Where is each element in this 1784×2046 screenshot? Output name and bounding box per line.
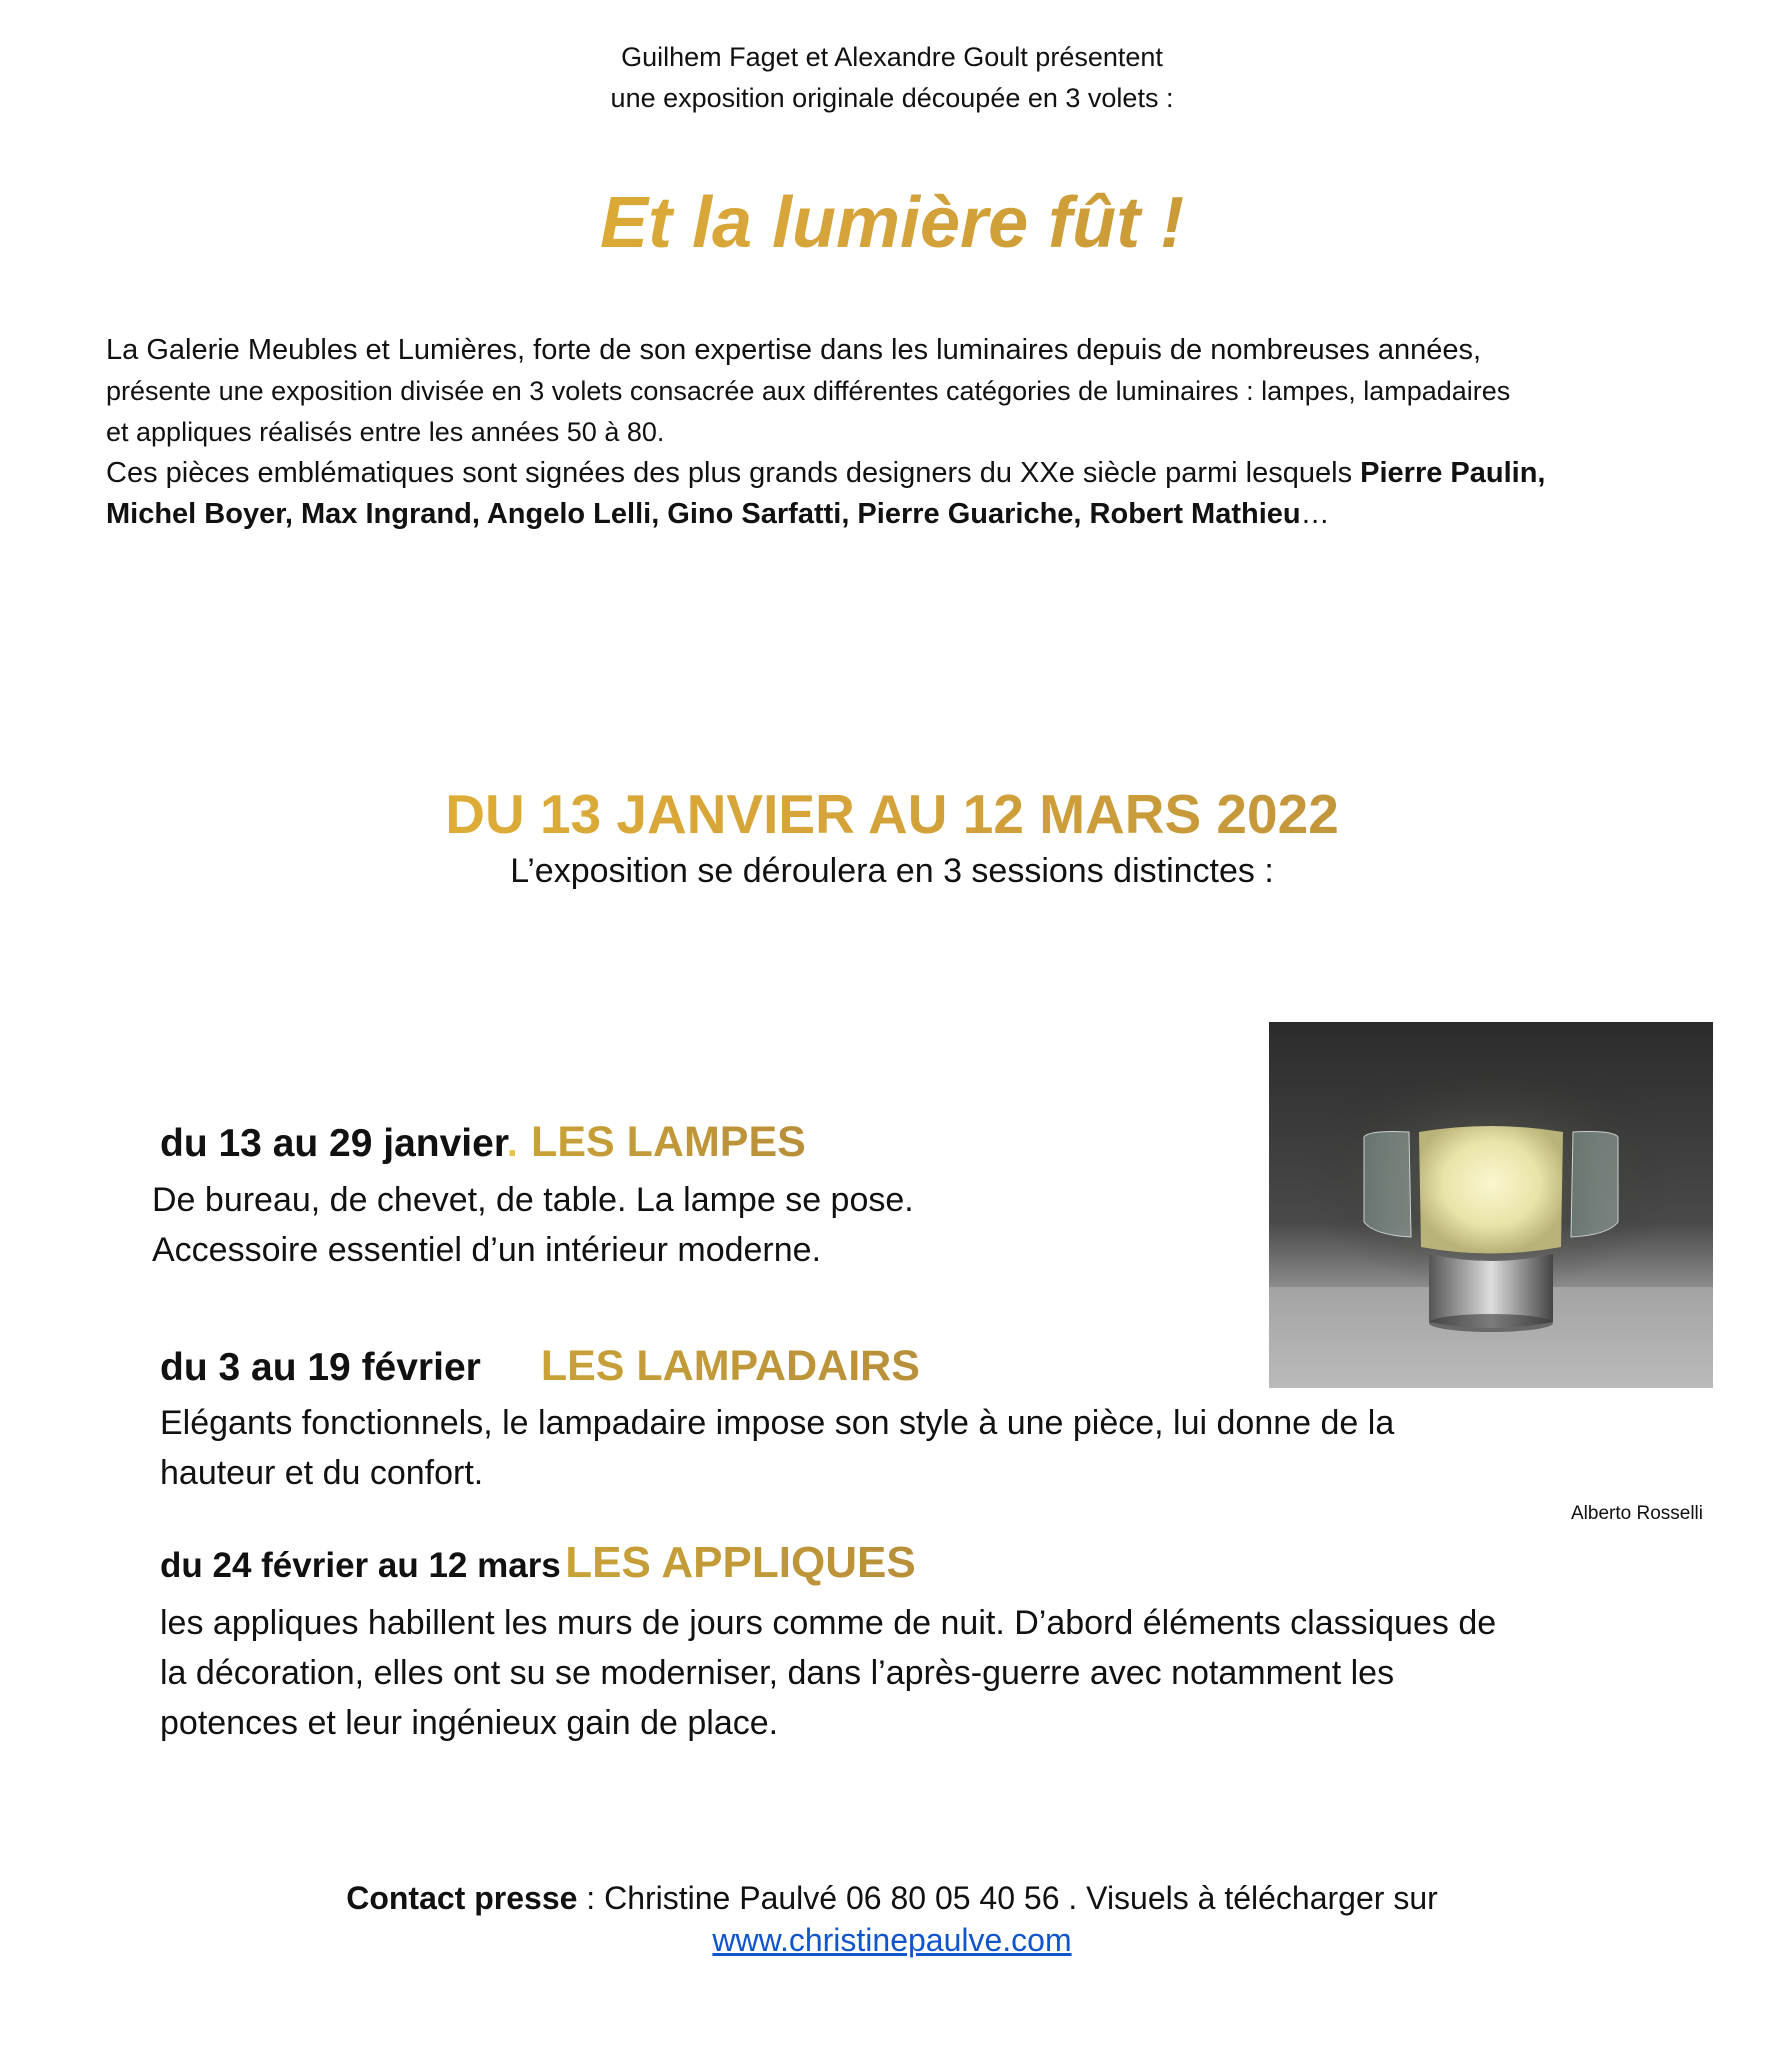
session-text-line: potences et leur ingénieux gain de place. bbox=[160, 1704, 779, 1742]
session-dates: du 3 au 19 février bbox=[160, 1346, 481, 1389]
session-1-heading bbox=[160, 1118, 806, 1167]
designer-name: Pierre Paulin, bbox=[1360, 457, 1546, 489]
designer-names: Michel Boyer, Max Ingrand, Angelo Lelli, Gino Sarfatti, Pierre Guariche, Robert Mathieu bbox=[106, 498, 1301, 530]
press-contact bbox=[0, 1880, 1784, 1917]
intro-line-2: une exposition originale découpée en 3 volets : bbox=[610, 83, 1174, 113]
contact-label: Contact presse bbox=[346, 1880, 578, 1916]
session-2-body bbox=[160, 1398, 1394, 1498]
designers-line bbox=[106, 453, 1716, 494]
description-line: et appliques réalisés entre les années 50 à 80. bbox=[106, 417, 665, 447]
session-3-heading bbox=[160, 1538, 916, 1588]
exhibition-dates: DU 13 JANVIER AU 12 MARS 2022 bbox=[0, 782, 1784, 846]
photo-caption: Alberto Rosselli bbox=[1571, 1503, 1703, 1524]
session-1-body bbox=[152, 1175, 914, 1275]
lamp-photo bbox=[1269, 1022, 1713, 1388]
session-text-line: Accessoire essentiel d’un intérieur moderne. bbox=[152, 1231, 822, 1269]
session-category: LES LAMPADAIRS bbox=[540, 1342, 920, 1390]
session-category: LES APPLIQUES bbox=[565, 1538, 916, 1587]
session-dates: du 13 au 29 janvier bbox=[160, 1122, 507, 1165]
session-dot: . bbox=[506, 1122, 518, 1165]
session-2-heading bbox=[160, 1342, 920, 1391]
session-text-line: Elégants fonctionnels, le lampadaire impose son style à une pièce, lui donne de la bbox=[160, 1404, 1395, 1442]
exhibition-title: Et la lumière fût ! bbox=[0, 182, 1784, 264]
session-category: LES LAMPES bbox=[531, 1118, 806, 1166]
session-text-line: les appliques habillent les murs de jours comme de nuit. D’abord éléments classiques de bbox=[160, 1604, 1497, 1642]
session-text-line: la décoration, elles ont su se moderniser, dans l’après-guerre avec notamment les bbox=[160, 1654, 1395, 1692]
contact-details: : Christine Paulvé 06 80 05 40 56 . Visuels à télécharger sur bbox=[577, 1880, 1438, 1916]
website-link[interactable]: www.christinepaulve.com bbox=[712, 1922, 1072, 1958]
ellipsis: … bbox=[1300, 498, 1330, 530]
description-line: présente une exposition divisée en 3 volets consacrée aux différentes catégories de luminaires : lampes, lampadaires bbox=[106, 376, 1511, 406]
designers-intro: Ces pièces emblématiques sont signées des plus grands designers du XXe siècle parmi lesquels bbox=[106, 457, 1361, 489]
sessions-intro: L’exposition se déroulera en 3 sessions distinctes : bbox=[510, 852, 1274, 890]
session-text-line: De bureau, de chevet, de table. La lampe se pose. bbox=[152, 1181, 914, 1219]
intro-line-1: Guilhem Faget et Alexandre Goult présentent bbox=[621, 42, 1163, 72]
designers-line bbox=[106, 494, 1716, 535]
session-dates: du 24 février au 12 mars bbox=[160, 1546, 561, 1585]
session-3-body bbox=[160, 1598, 1496, 1748]
session-text-line: hauteur et du confort. bbox=[160, 1454, 484, 1492]
description-paragraph bbox=[106, 330, 1716, 535]
description-line: La Galerie Meubles et Lumières, forte de son expertise dans les luminaires depuis de nombreuses années, bbox=[106, 334, 1482, 366]
